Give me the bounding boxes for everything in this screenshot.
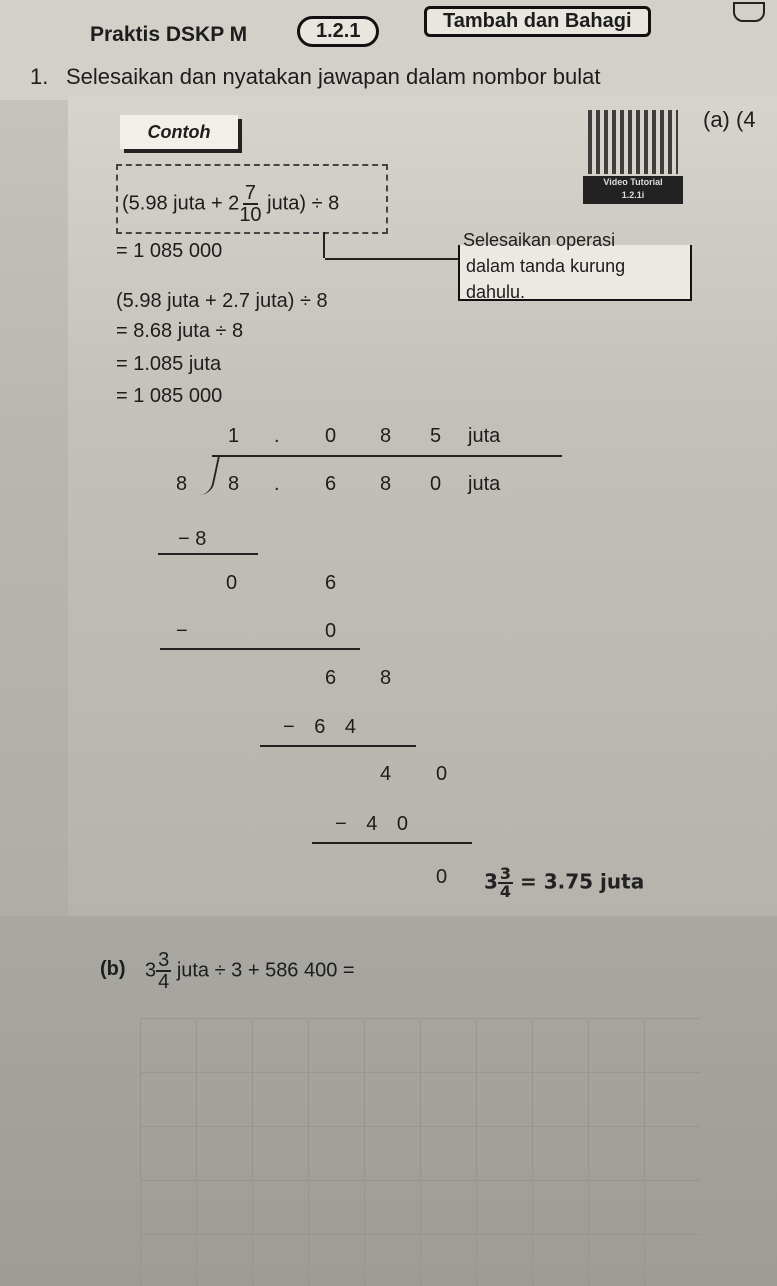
expr-fraction [239, 183, 261, 225]
step-3: = 1.085 juta [116, 353, 222, 375]
video-tutorial-caption[interactable] [583, 176, 683, 204]
quotient-digit: 1 [228, 425, 240, 447]
part-b-expression [145, 950, 355, 992]
qr-code-icon[interactable] [588, 110, 678, 174]
part-a-label: (a) (4 [703, 107, 756, 132]
expr-frac-num: 7 [244, 182, 256, 204]
topic-badge: Tambah dan Bahagi [424, 6, 651, 37]
dividend-digit: 0 [430, 473, 442, 495]
example-answer: = 1 085 000 [116, 240, 223, 262]
final-remainder: 0 [436, 866, 448, 888]
practice-title: Praktis DSKP M [90, 23, 248, 46]
subtract-row-1: − 8 [178, 528, 207, 550]
hw-frac-num: 3 [499, 864, 512, 883]
qr-caption-line-1: Video Tutorial [603, 177, 663, 187]
callout-line-3: dahulu. [466, 282, 526, 302]
subtract-row-2: 0 [325, 620, 337, 642]
hw-fraction [498, 866, 513, 900]
remainder-3: 4 [380, 763, 392, 785]
subtract-row-4: − 4 0 [335, 813, 409, 835]
handwritten-work [484, 866, 644, 900]
part-b-fraction [156, 950, 171, 992]
quotient-unit: juta [468, 425, 501, 447]
divisor: 8 [176, 473, 188, 495]
example-expression [122, 183, 339, 225]
expr-end: juta) ÷ 8 [267, 192, 340, 215]
book-icon [733, 2, 765, 22]
expr-start: (5.98 juta + 2 [122, 192, 240, 215]
answer-grid[interactable] [140, 1018, 700, 1286]
expr-frac-den: 10 [239, 204, 262, 226]
part-b-frac-den: 4 [158, 971, 170, 993]
bring-down-3: 0 [436, 763, 448, 785]
callout-line-2: dalam tanda kurung [466, 256, 626, 276]
qr-caption-line-2: 1.2.1i [621, 190, 645, 200]
step-1: (5.98 juta + 2.7 juta) ÷ 8 [116, 290, 328, 312]
step-4: = 1 085 000 [116, 385, 223, 407]
subtract-sign-2: − [176, 620, 188, 642]
remainder-1: 0 [226, 572, 238, 594]
hw-start: 3 [484, 869, 498, 894]
remainder-2: 6 [325, 667, 337, 689]
subtract-row-3: − 6 4 [283, 716, 357, 738]
quotient-digit: 5 [430, 425, 442, 447]
dividend-unit: juta [468, 473, 501, 495]
dividend-point: . [274, 473, 280, 495]
callout-connector-vertical [323, 232, 325, 258]
hw-frac-den: 4 [499, 882, 512, 901]
subtract-line-3 [260, 745, 416, 747]
bring-down-2: 8 [380, 667, 392, 689]
quotient-digit: 0 [325, 425, 337, 447]
quotient-digit: 8 [380, 425, 392, 447]
callout-connector [325, 258, 458, 260]
part-b-start: 3 [145, 959, 157, 982]
dividend-digit: 8 [380, 473, 392, 495]
example-label: Contoh [120, 115, 238, 149]
question-instruction: Selesaikan dan nyatakan jawapan dalam nombor bulat [66, 64, 601, 89]
step-2: = 8.68 juta ÷ 8 [116, 320, 244, 342]
dividend-digit: 6 [325, 473, 337, 495]
bring-down-1: 6 [325, 572, 337, 594]
code-badge: 1.2.1 [297, 16, 379, 47]
hw-end: = 3.75 juta [520, 869, 645, 894]
part-b-frac-num: 3 [158, 949, 170, 971]
subtract-line-4 [312, 842, 472, 844]
callout-line-1: Selesaikan operasi [463, 230, 616, 250]
part-b-end: juta ÷ 3 + 586 400 = [176, 959, 355, 982]
quotient-point: . [274, 425, 280, 447]
division-bar [212, 455, 562, 457]
part-b-label: (b) [100, 958, 126, 980]
subtract-line-1 [158, 553, 258, 555]
question-number: 1. [30, 64, 49, 89]
dividend-digit: 8 [228, 473, 240, 495]
subtract-line-2 [160, 648, 360, 650]
